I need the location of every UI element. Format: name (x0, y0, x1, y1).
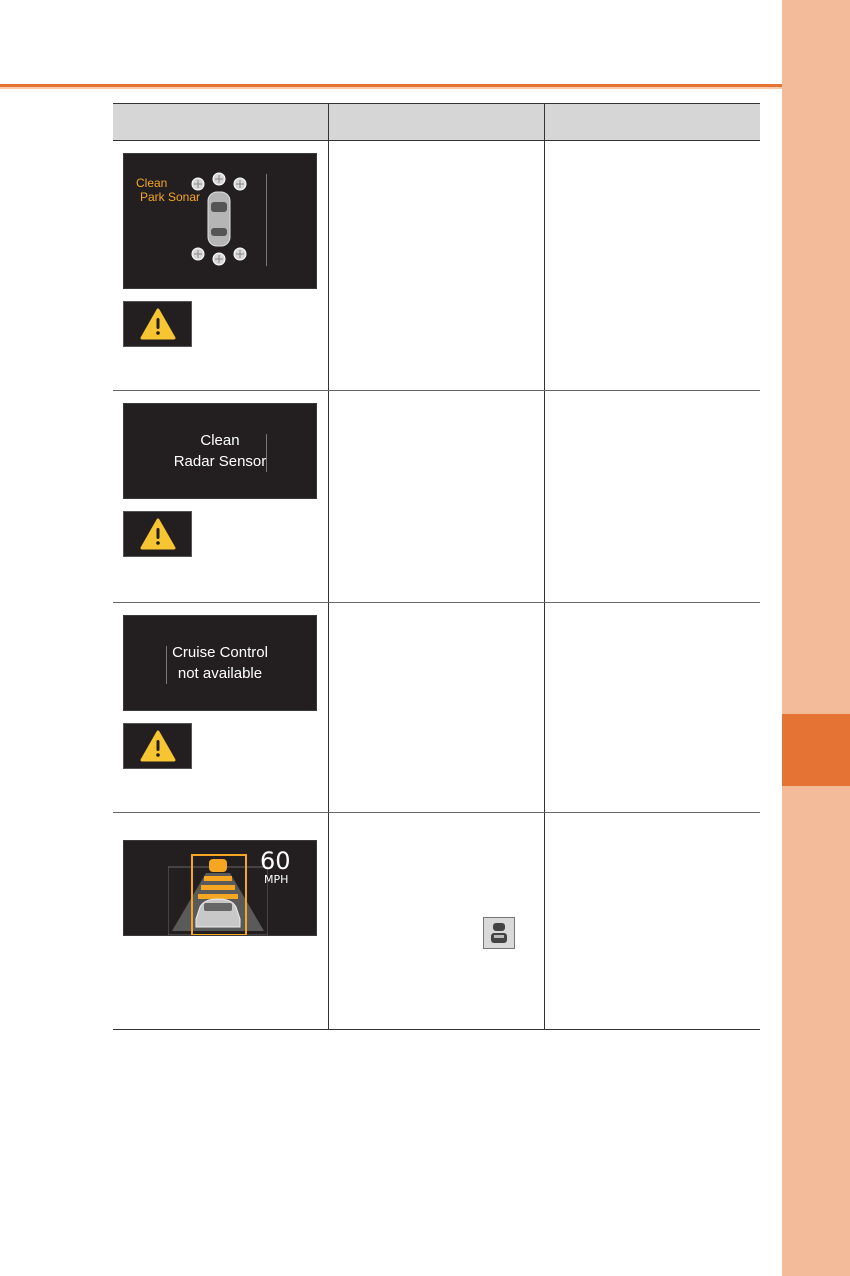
speed-value: 60 (260, 847, 291, 875)
table-header-row (113, 104, 760, 141)
display-cell (113, 141, 328, 391)
message-line: Park Sonar (140, 190, 201, 204)
warning-message-table (113, 103, 760, 1030)
display-divider (266, 174, 267, 266)
warning-indicator (123, 723, 192, 769)
radar-cruise-car-icon (168, 851, 268, 935)
table-header-cell (544, 104, 760, 141)
side-chapter-tab-active (782, 714, 850, 786)
display-divider (166, 646, 167, 684)
description-cell (328, 141, 544, 391)
warning-triangle-icon (140, 518, 176, 550)
description-cell (328, 813, 544, 1030)
warning-triangle-icon (140, 730, 176, 762)
warning-triangle-icon (140, 308, 176, 340)
cruise-control-display (123, 615, 317, 711)
radar-cruise-display (123, 840, 317, 936)
table-row (113, 141, 760, 391)
table-row (113, 813, 760, 1030)
action-cell (544, 391, 760, 603)
side-chapter-tab (782, 0, 850, 1276)
description-cell (328, 603, 544, 813)
radar-sensor-display (123, 403, 317, 499)
radar-sensor-message (124, 430, 316, 472)
park-sonar-car-icon (184, 172, 254, 268)
action-cell (544, 603, 760, 813)
vehicle-ahead-indicator (483, 917, 515, 949)
description-cell (328, 391, 544, 603)
table-row (113, 603, 760, 813)
table-header-cell (113, 104, 328, 141)
warning-indicator (123, 511, 192, 557)
header-rule-shadow (0, 87, 782, 89)
action-cell (544, 813, 760, 1030)
action-cell (544, 141, 760, 391)
display-divider (266, 434, 267, 472)
speed-unit: MPH (264, 873, 289, 886)
vehicle-ahead-icon (487, 921, 511, 945)
message-line: not available (177, 665, 263, 682)
table-header-cell (328, 104, 544, 141)
message-line: Clean (200, 432, 240, 449)
warning-indicator (123, 301, 192, 347)
cruise-control-message (124, 642, 316, 684)
message-line: Cruise Control (172, 644, 268, 661)
table-row (113, 391, 760, 603)
display-cell (113, 391, 328, 603)
message-line: Clean (136, 176, 168, 190)
park-sonar-display (123, 153, 317, 289)
display-cell (113, 603, 328, 813)
display-cell (113, 813, 328, 1030)
message-line: Radar Sensor (173, 453, 267, 470)
